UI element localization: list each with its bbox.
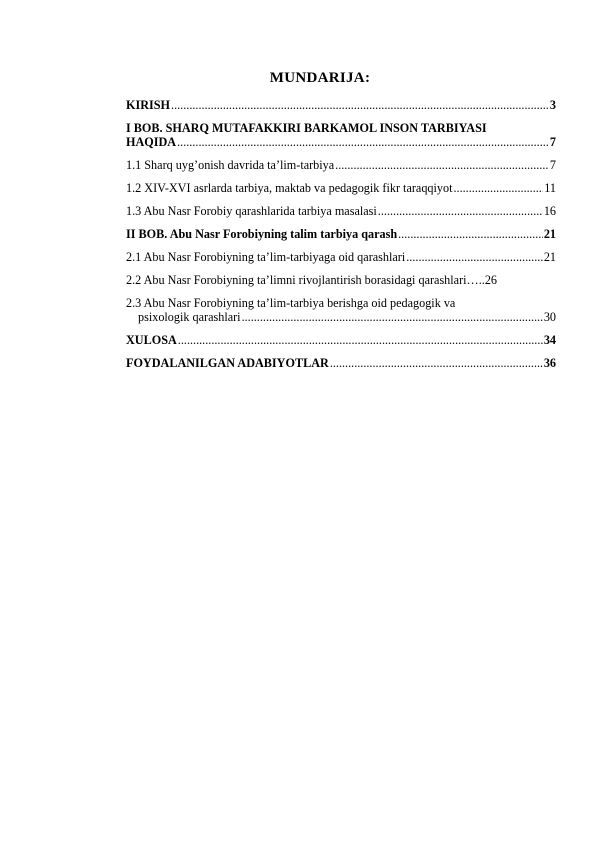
dot-leader (378, 204, 543, 218)
toc-entry-page: 11 (544, 181, 556, 195)
dot-leader (177, 135, 549, 149)
dot-leader (453, 181, 543, 195)
dot-leader (398, 227, 543, 241)
toc-entry-page: 26 (484, 273, 497, 287)
dot-leader (330, 356, 543, 370)
toc-entry-1-3[interactable] (126, 204, 556, 218)
toc-entry-label: II BOB. Abu Nasr Forobiyning talim tarbiya qarash (126, 227, 398, 241)
dot-leader (242, 310, 543, 324)
toc-entry-label: 1.2 XIV-XVI asrlarda tarbiya, maktab va pedagogik fikr taraqqiyot (126, 181, 453, 195)
toc-entry-page: 16 (543, 204, 556, 218)
toc-entry-page: 34 (543, 333, 556, 347)
toc-entry-label: 1.3 Abu Nasr Forobiy qarashlarida tarbiya masalasi (126, 204, 377, 218)
toc-entry-label-line1: 2.3 Abu Nasr Forobiyning ta’lim-tarbiya berishga oid pedagogik va (126, 296, 456, 310)
toc-entry-xulosa[interactable] (126, 333, 556, 347)
toc-entry-2-3[interactable] (126, 296, 556, 324)
toc-entry-label: XULOSA (126, 333, 177, 347)
toc-entry-kirish[interactable] (126, 98, 556, 112)
dot-leader (171, 98, 549, 112)
toc-entry-label: 1.1 Sharq uyg’onish davrida ta’lim-tarbiya (126, 158, 335, 172)
toc-entry-chapter-2[interactable] (126, 227, 556, 241)
toc-entry-references[interactable] (126, 356, 556, 370)
toc-entry-page: 21 (543, 250, 556, 264)
toc-entry-label: psixologik qarashlari (138, 310, 241, 324)
toc-entry-page: 36 (543, 356, 556, 370)
toc-entry-2-1[interactable] (126, 250, 556, 264)
toc-entry-1-2[interactable] (126, 181, 556, 195)
dot-leader (178, 333, 543, 347)
toc-entry-label: FOYDALANILGAN ADABIYOTLAR (126, 356, 329, 370)
dot-leader (335, 158, 549, 172)
toc-entry-page: 7 (549, 158, 556, 172)
toc-entry-page: 7 (549, 135, 556, 149)
toc-entry-page: 30 (543, 310, 556, 324)
toc-entry-chapter-1[interactable] (126, 121, 556, 149)
toc-entry-page: 21 (543, 227, 556, 241)
page-title: MUNDARIJA: (269, 70, 371, 86)
toc-entry-1-1[interactable] (126, 158, 556, 172)
toc-entry-label: 2.1 Abu Nasr Forobiyning ta’lim-tarbiyaga oid qarashlari (126, 250, 406, 264)
toc-entry-page: 3 (549, 98, 556, 112)
toc-entry-2-2[interactable] (126, 273, 556, 287)
toc-entry-label: 2.2 Abu Nasr Forobiyning ta’limni rivojlantirish borasidagi qarashlari….. (126, 273, 485, 287)
toc-entry-label: HAQIDA (126, 135, 177, 149)
toc-entry-label-line1: I BOB. SHARQ MUTAFAKKIRI BARKAMOL INSON TARBIYASI (126, 121, 487, 135)
dot-leader (406, 250, 543, 264)
toc-entry-label: KIRISH (126, 98, 171, 112)
table-of-contents (126, 98, 556, 379)
